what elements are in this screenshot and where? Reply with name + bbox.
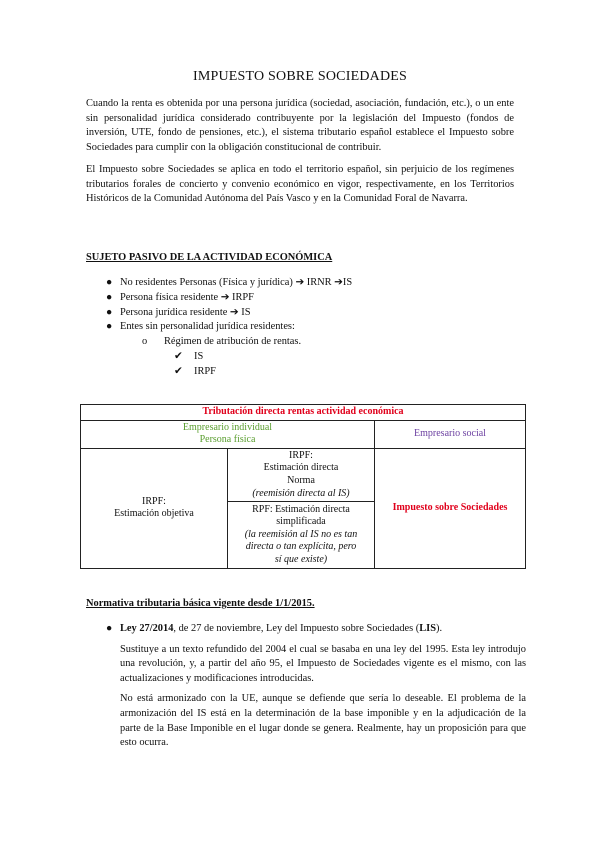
sub-list-item [86, 335, 526, 350]
normativa-heading: Normativa tributaria básica vigente desde 1/1/2015. [86, 598, 315, 609]
sub-list-item-text: Régimen de atribución de rentas. [164, 336, 302, 348]
bullet-icon: ● [106, 277, 113, 288]
cell-line: RPF: Estimación directa [252, 503, 350, 515]
ley-number: Ley 27/2014 [120, 623, 174, 634]
cell-note: sí que existe) [274, 554, 328, 566]
cell-line: simplificada [276, 516, 326, 528]
list-item-text: Persona física residente ➔ IRPF [120, 291, 254, 303]
table-header-cell: Tributación directa rentas actividad económica [81, 405, 526, 421]
cell-note: directa o tan explícita, pero [245, 541, 357, 553]
empresario-individual-cell [81, 420, 375, 448]
bullet-icon: ● [106, 306, 113, 318]
tributacion-table [80, 404, 526, 569]
normativa-list [86, 622, 526, 751]
cell-line: Norma [287, 474, 315, 486]
check-item-text: IRPF [194, 365, 216, 377]
check-item [86, 350, 526, 365]
estimacion-directa-cell [228, 448, 375, 501]
circle-bullet-icon: o [142, 336, 148, 348]
normativa-paragraph-1: Sustituye a un texto refundido del 2004 el cual se basaba en una ley del 1995. Esta ley introdujo una revolución, y, a partir del año 95, el Impuesto de Sociedades vigente es el mismo, con las actualizaciones y modificaciones introducidas. [120, 643, 526, 684]
cell-note: (reemisión directa al IS) [252, 487, 350, 499]
cell-line: Estimación directa [263, 462, 339, 474]
impuesto-sociedades-cell: Impuesto sobre Sociedades [375, 448, 526, 568]
cell-note: (la reemisión al IS no es tan [244, 528, 358, 540]
table-row [81, 405, 526, 421]
checkmark-icon: ✔ [174, 365, 183, 377]
empresario-individual-label: Empresario individual [182, 421, 273, 433]
table-row [81, 420, 526, 448]
normativa-paragraph-2: No está armonizado con la UE, aunque se defiende que sería lo deseable. El problema de la armonización del IS está en la determinación de la base imponible y en la adjudicación de la parte de la Base Imponible en el lugar donde se genera. Realmente, hay un proposición para que esto ocurra. [120, 693, 526, 749]
list-item [86, 306, 526, 321]
ley-closing: ). [436, 623, 443, 634]
cell-line: Estimación objetiva [114, 508, 194, 520]
page-title: IMPUESTO SOBRE SOCIEDADES [193, 69, 407, 84]
list-item-text: No residentes Personas (Física y jurídica) ➔ IRNR ➔IS [120, 277, 353, 288]
estimacion-simplificada-cell [228, 502, 375, 569]
intro-paragraph-2: El Impuesto sobre Sociedades se aplica en todo el territorio español, sin perjuicio de los regímenes tributarios forales de concierto y convenio económico en vigor, respectivamente, en los Territorios Históricos de la Comunidad Autónoma del País Vasco y en la Comunidad Foral de Navarra. [86, 164, 514, 205]
bullet-icon: ● [106, 623, 113, 634]
bullet-icon: ● [106, 321, 113, 333]
list-item [86, 276, 526, 291]
persona-fisica-label: Persona física [199, 434, 256, 446]
cell-line: IRPF: [289, 449, 313, 461]
list-item-text: Entes sin personalidad jurídica residentes: [120, 321, 295, 333]
cell-line: IRPF: [142, 495, 166, 507]
ley-abbreviation: LIS [419, 623, 437, 634]
sujeto-heading: SUJETO PASIVO DE LA ACTIVIDAD ECONÓMICA [86, 252, 333, 263]
intro-paragraph-1: Cuando la renta es obtenida por una persona jurídica (sociedad, asociación, fundación, etc.), o un ente sin personalidad jurídica considerado contribuyente por la legislación del Impuesto (fondos de inversión, UTE, fondo de pensiones, etc.), el sistema tributario español establece el Impuesto sobre Sociedades para cumplir con la obligación constitucional de contribuir. [86, 98, 514, 153]
bullet-icon: ● [106, 291, 113, 303]
checkmark-icon: ✔ [174, 350, 183, 362]
table-row [81, 448, 526, 501]
estimacion-objetiva-cell [81, 448, 228, 568]
check-item-text: IS [194, 350, 204, 362]
sujeto-list [86, 276, 526, 380]
list-item [86, 320, 526, 335]
empresario-social-cell: Empresario social [375, 420, 526, 448]
ley-description: , de 27 de noviembre, Ley del Impuesto sobre Sociedades ( [173, 623, 420, 634]
list-item [86, 622, 526, 637]
check-item [86, 365, 526, 380]
list-item-text: Persona jurídica residente ➔ IS [120, 306, 251, 318]
list-item [86, 291, 526, 306]
